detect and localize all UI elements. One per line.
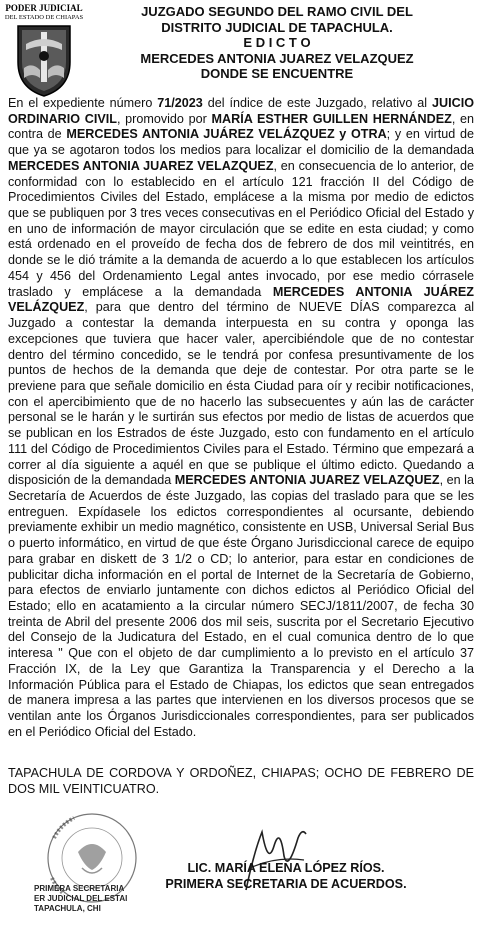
signer-name: LIC. MARÍA ELENA LÓPEZ RÍOS. xyxy=(187,861,385,875)
court-name-line-2: DISTRITO JUDICIAL DE TAPACHULA. xyxy=(161,19,393,35)
defendant-name-4: MERCEDES ANTONIA JUAREZ VELAZQUEZ xyxy=(174,473,440,488)
addressee-location: DONDE SE ENCUENTRE xyxy=(200,66,354,81)
logo-line-1: PODER JUDICIAL xyxy=(5,3,83,13)
edict-paragraph xyxy=(8,96,474,740)
case-number: 71/2023 xyxy=(157,96,203,110)
court-name-line-1: JUZGADO SEGUNDO DEL RAMO CIVIL DEL xyxy=(141,4,413,19)
signer-title: PRIMERA SECRETARIA DE ACUERDOS. xyxy=(165,877,407,891)
logo-caption xyxy=(4,4,84,22)
chiapas-coat-of-arms-icon xyxy=(12,22,76,98)
seal-line-2: ER JUDICIAL DEL ESTAI xyxy=(34,894,128,903)
body-text-4: , en contra de xyxy=(8,111,475,142)
defendant-name-1: MERCEDES ANTONIA JUÁREZ VELÁZQUEZ y OTRA xyxy=(66,127,387,142)
seal-line-3: TAPACHULA, CHI xyxy=(34,904,101,913)
body-text-7: , para que dentro del término de NUEVE DÍAS comparezca al Juzgado a contestar la demanda interpuesta en su contra y oponga las excepciones que tuviera que hacer valer, apercibiéndole que de no contestar dentro del término concedido, se le tendrá por confesa presuntivamente de los puntos de hechos de la demanda que deje de contestar. Por otra parte se le previene para que señale domicilio en ésta Ciudad para oír y recibir notificaciones, con el apercibimiento que de no hacerlo las subsecuentes y aún las de carácter personal se le harán y le surtirán sus efectos por medio de listas de acuerdos que se publican en los Estrados de éste Juzgado, esto con fundamento en el artículo 111 del Código de Procedimientos Civiles para el Estado. Término que empezará a correr al día siguiente a aquél en que se publique el último edicto. Quedando a disposición de la demandada xyxy=(8,300,474,488)
document-type: E D I C T O xyxy=(243,35,311,50)
defendant-name-3: MERCEDES ANTONIA JUÁREZ VELÁZQUEZ xyxy=(8,284,474,315)
signature-block xyxy=(86,860,480,892)
addressee-name: MERCEDES ANTONIA JUAREZ VELAZQUEZ xyxy=(140,50,414,66)
court-logo xyxy=(4,4,84,100)
plaintiff-name: MARÍA ESTHER GUILLEN HERNÁNDEZ xyxy=(211,111,452,126)
edict-body xyxy=(8,96,474,740)
body-text-8: , en la Secretaría de Acuerdos de éste Juzgado, las copias del traslado para que se les entreguen. Expídasele los edictos correspondientes al ocursante, debiendo previamente exhibir un medio magnético, consistente en USB, Universal Serial Bus o puerto informático, en virtud de que éste Órgano Jurisdiccional carece de equipo para grabar en diskett de 3 1/2 o CD; lo anterior, para estar en condiciones de publicitar dicha información en el portal de Internet de la Secretaría de Gobierno, para efectos de enviarlo juntamente con dichos edictos al Periódico Oficial del Estado; ello en acatamiento a la circular número SECJ/1811/2007, de fecha 30 treinta de Abril del presente 2006 dos mil seis, suscrita por el Secretario Ejecutivo del Consejo de la Judicatura del Estado, en el cual comunica dentro de lo que interesa " Que con el objeto de dar cumplimiento a lo previsto en el artículo 37 Fracción IX, de la Ley que Garantiza la Transparencia y el Derecho a la Información Pública para el Estado de Chiapas, los edictos que sean entregados de manera impresa a las partes que intervienen en los diversos procesos que se ventilan ante los Órganos Jurisdiccionales correspondientes, para ser publicados en el Periódico Oficial del Estado. xyxy=(8,473,474,739)
body-text-1: En el expediente número xyxy=(8,96,158,110)
document-header xyxy=(88,4,466,82)
place-and-date: TAPACHULA DE CORDOVA Y ORDOÑEZ, CHIAPAS; OCHO DE FEBRERO DE DOS MIL VEINTICUATRO. xyxy=(8,766,474,796)
body-text-3: , promovido por xyxy=(116,111,212,126)
proceeding-type: JUICIO ORDINARIO CIVIL xyxy=(8,96,474,126)
body-text-5: ; y en virtud de que ya se agotaron todos los medios para localizar el domicilio de la demandada xyxy=(8,127,474,158)
seal-line-1: PRIMERA SECRETARIA xyxy=(34,884,125,893)
body-text-6: , en consecuencia de lo anterior, de conformidad con lo establecido en el artículo 121 fracción II del Código de Procedimientos Civiles del Estado, emplácese a la misma por medio de edictos que se publiquen por 3 tres veces consecutivas en el Periódico Oficial del Estado y en uno de información de mayor circulación que se edite en esta ciudad; y como está ordenado en el proveído de fecha dos de febrero de dos mil veintitrés, en donde se le dió trámite a la demanda de acuerdo a lo que establecen los artículos 454 y 456 del Ordenamiento Legal antes invocado, por ese medio córrasele traslado y emplácese a la demandada xyxy=(8,158,474,299)
logo-line-2: DEL ESTADO DE CHIAPAS xyxy=(4,14,84,21)
seal-caption xyxy=(34,884,127,914)
defendant-name-2: MERCEDES ANTONIA JUAREZ VELAZQUEZ xyxy=(8,158,274,173)
body-text-2: del índice de este Juzgado, relativo al xyxy=(202,96,432,110)
